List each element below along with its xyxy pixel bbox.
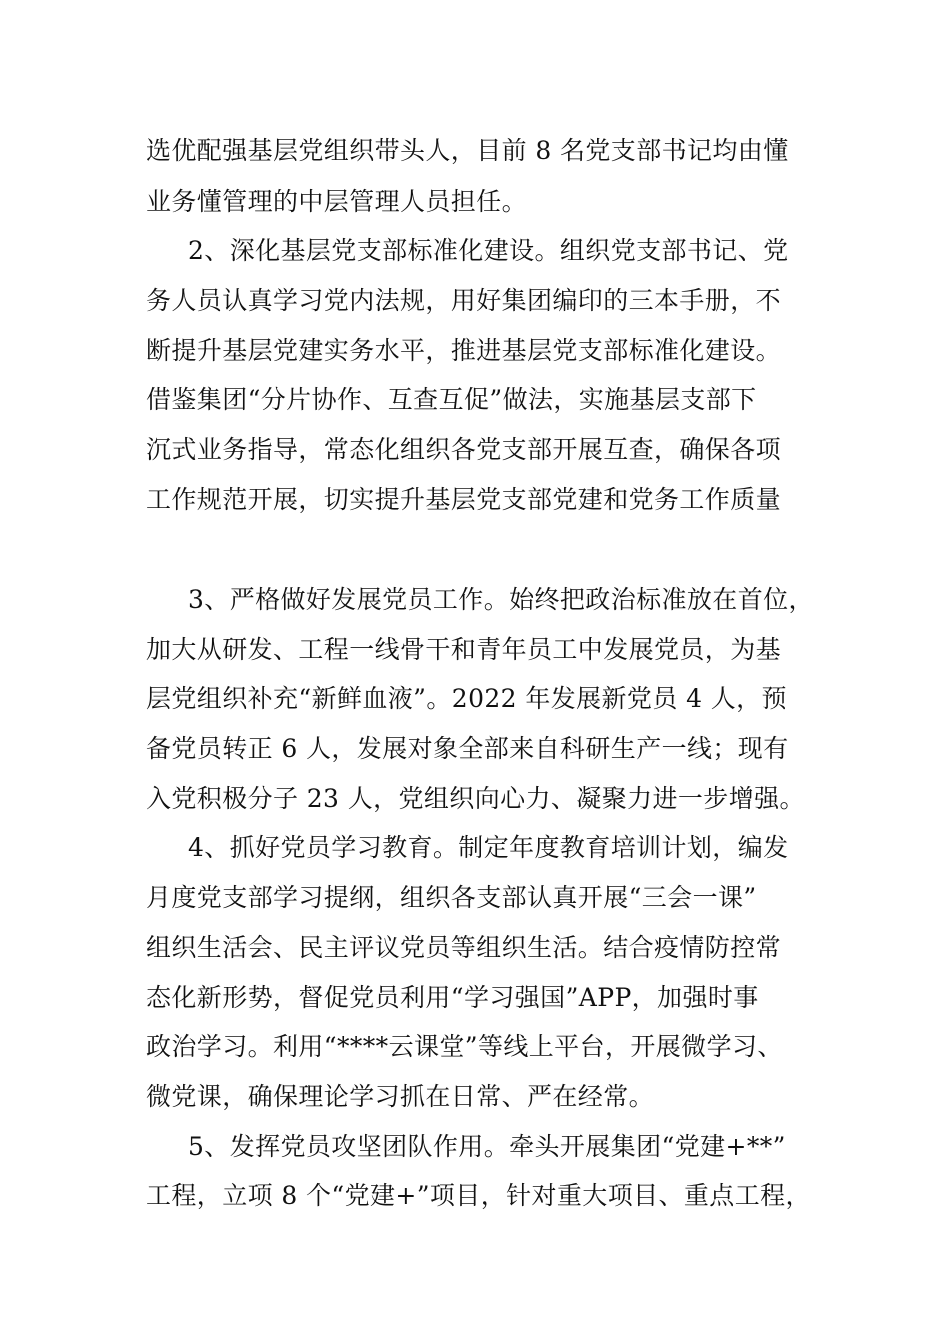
paragraph-3-heading-line: 3、严格做好发展党员工作。始终把政治标准放在首位，: [188, 585, 814, 614]
paragraph-5-heading-line: 5、发挥党员攻坚团队作用。牵头开展集团“党建+**”: [188, 1132, 786, 1161]
text-line: 微党课，确保理论学习抓在日常、严在经常。: [146, 1082, 655, 1111]
text-line: 备党员转正 6 人，发展对象全部来自科研生产一线；现有: [146, 734, 789, 763]
paragraph-4-heading-line: 4、抓好党员学习教育。制定年度教育培训计划，编发: [188, 833, 789, 862]
text-line: 务人员认真学习党内法规，用好集团编印的三本手册，不: [146, 286, 782, 315]
text-line: 组织生活会、民主评议党员等组织生活。结合疫情防控常: [146, 933, 782, 962]
text-line: 态化新形势，督促党员利用“学习强国”APP，加强时事: [146, 983, 759, 1012]
text-line: 加大从研发、工程一线骨干和青年员工中发展党员，为基: [146, 635, 782, 664]
text-line: 选优配强基层党组织带头人，目前 8 名党支部书记均由懂: [146, 136, 789, 165]
text-line: 政治学习。利用“****云课堂”等线上平台，开展微学习、: [146, 1032, 783, 1061]
text-line: 工程，立项 8 个“党建+”项目，针对重大项目、重点工程，: [146, 1181, 811, 1210]
text-line: 断提升基层党建实务水平，推进基层党支部标准化建设。: [146, 336, 782, 365]
text-line: 月度党支部学习提纲，组织各支部认真开展“三会一课”: [146, 883, 757, 912]
text-line: 工作规范开展，切实提升基层党支部党建和党务工作质量: [146, 485, 782, 514]
text-line: 沉式业务指导，常态化组织各党支部开展互查，确保各项: [146, 435, 782, 464]
paragraph-2-heading-line: 2、深化基层党支部标准化建设。组织党支部书记、党: [188, 236, 789, 265]
text-line: 业务懂管理的中层管理人员担任。: [146, 187, 528, 216]
text-line: 入党积极分子 23 人，党组织向心力、凝聚力进一步增强。: [146, 784, 805, 813]
text-line: 借鉴集团“分片协作、互查互促”做法，实施基层支部下: [146, 385, 757, 414]
text-line: 层党组织补充“新鲜血液”。2022 年发展新党员 4 人，预: [146, 684, 787, 713]
